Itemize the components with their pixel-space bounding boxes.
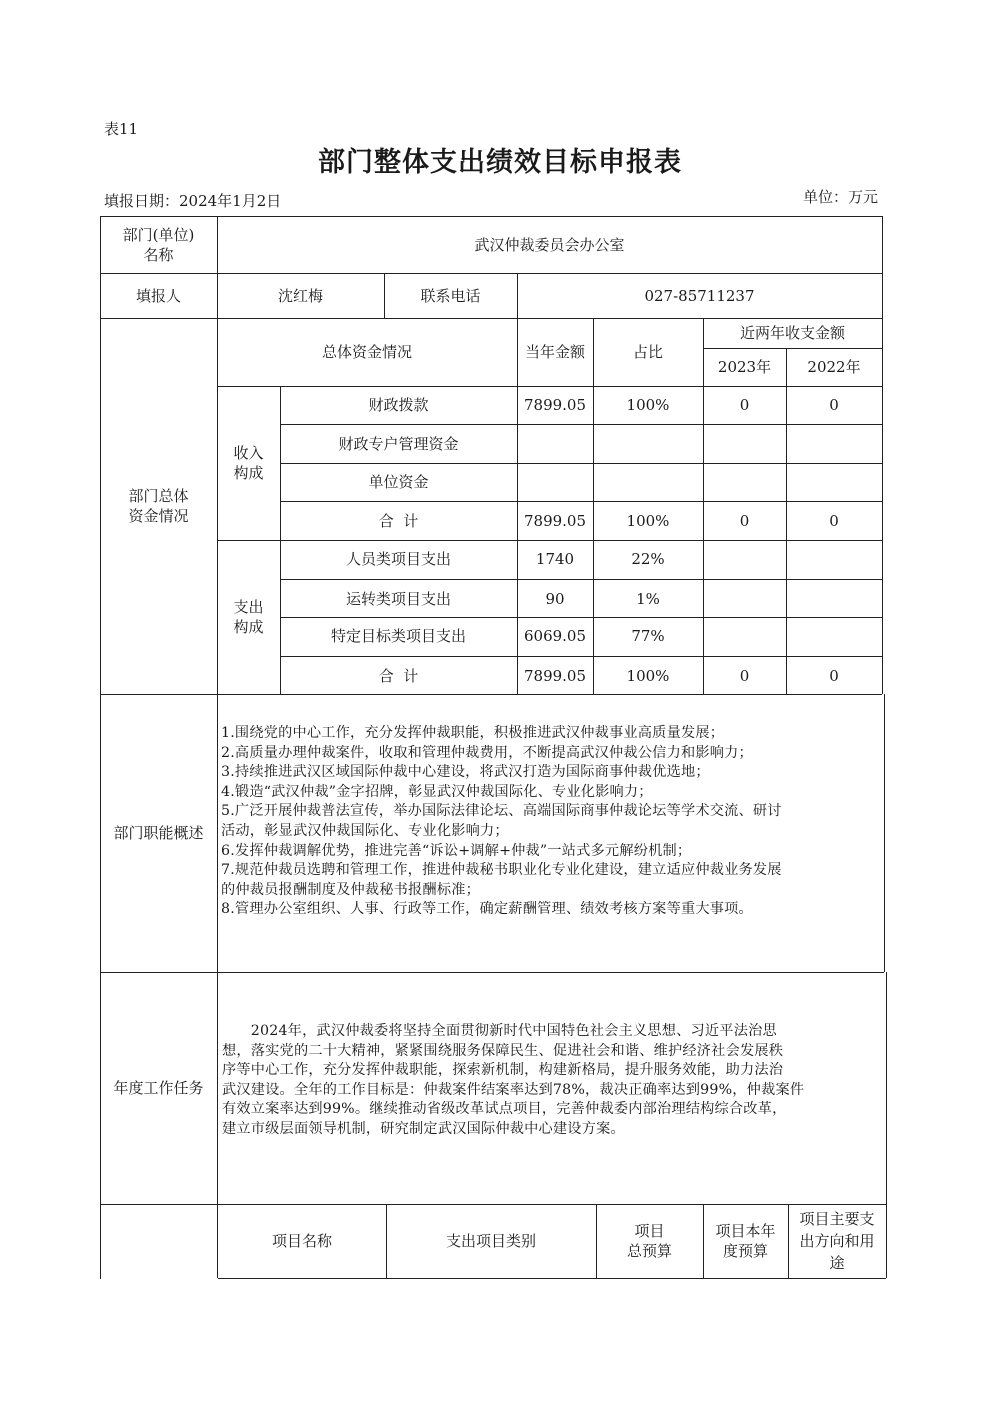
dept-name-value: 武汉仲裁委员会办公室 xyxy=(474,235,625,254)
col-header-total-budget-line: 总预算 xyxy=(626,1242,672,1260)
row-amount-2022 xyxy=(786,463,882,501)
col-header-direction-line: 途 xyxy=(829,1254,845,1272)
expense-group-label xyxy=(217,540,280,694)
annual-tasks-line: 有效立案率达到99%。继续推动省级改革试点项目，完善仲裁委内部治理结构综合改革， xyxy=(222,1101,787,1118)
annual-tasks-line: 2024年，武汉仲裁委将坚持全面贯彻新时代中国特色社会主义思想、习近平法治思 xyxy=(222,1023,777,1039)
functions-text xyxy=(221,724,881,920)
col-header-current-amount: 当年金额 xyxy=(524,343,585,361)
row-amount-2023 xyxy=(703,540,786,578)
functions-line: 6.发挥仲裁调解优势，推进完善“诉讼+调解+仲裁”一站式多元解纷机制； xyxy=(221,842,692,859)
annual-tasks-line: 想，落实党的二十大精神，紧紧围绕服务保障民生、促进社会和谐、维护经济社会发展秩 xyxy=(222,1042,784,1059)
annual-tasks-text xyxy=(222,1022,884,1140)
filler-value: 沈红梅 xyxy=(277,286,323,305)
row-amount-2023: 0 xyxy=(739,511,750,530)
row-ratio: 100% xyxy=(626,666,670,685)
annual-tasks-line: 建立市级层面领导机制，研究制定武汉国际仲裁中心建设方案。 xyxy=(222,1120,625,1137)
dept-name-label-line: 名称 xyxy=(143,245,174,264)
row-amount-2023 xyxy=(703,463,786,501)
col-header-direction-line: 项目主要支 xyxy=(799,1210,875,1228)
row-amount-2023: 0 xyxy=(739,396,750,414)
row-ratio xyxy=(593,463,703,501)
expense-group-label-line: 支出 xyxy=(233,598,264,616)
grid-line xyxy=(884,694,885,972)
annual-tasks-label: 年度工作任务 xyxy=(113,1079,204,1097)
row-ratio: 22% xyxy=(631,550,665,568)
row-current-amount: 1740 xyxy=(535,550,575,568)
row-item-name: 运转类项目支出 xyxy=(345,589,451,608)
table-code: 表11 xyxy=(104,120,139,138)
functions-line: 5.广泛开展仲裁普法宣传，举办国际法律论坛、高端国际商事仲裁论坛等学术交流、研讨 xyxy=(221,803,782,820)
fill-date: 填报日期：2024年1月2日 xyxy=(104,192,282,210)
row-ratio: 1% xyxy=(636,589,660,608)
functions-line: 2.高质量办理仲裁案件，收取和管理仲裁费用，不断提高武汉仲裁公信力和影响力； xyxy=(221,744,753,761)
funds-section-label xyxy=(100,318,217,694)
row-item-name: 单位资金 xyxy=(368,473,429,491)
annual-tasks-line: 武汉建设。全年的工作目标是：仲裁案件结案率达到78%，裁决正确率达到99%，仲裁案件 xyxy=(222,1081,805,1098)
grid-line xyxy=(218,1278,886,1279)
row-item-name: 财政专户管理资金 xyxy=(338,434,459,453)
row-ratio: 100% xyxy=(626,396,670,414)
col-header-direction-line: 出方向和用 xyxy=(799,1232,875,1250)
functions-line: 4.锻造“武汉仲裁”金字招牌，彰显武汉仲裁国际化、专业化影响力； xyxy=(221,783,653,800)
col-header-annual-budget-line: 项目本年 xyxy=(715,1222,776,1240)
col-header-project-name: 项目名称 xyxy=(271,1232,332,1250)
row-amount-2022 xyxy=(786,540,882,578)
row-item-name: 合 计 xyxy=(378,666,419,685)
row-amount-2022 xyxy=(786,617,882,655)
row-amount-2023 xyxy=(703,579,786,618)
expense-group-label-line: 构成 xyxy=(233,618,264,636)
row-current-amount: 90 xyxy=(545,589,565,608)
col-header-total-budget-line: 项目 xyxy=(634,1222,665,1240)
row-amount-2022: 0 xyxy=(829,666,839,685)
col-header-total-budget xyxy=(596,1204,703,1278)
row-ratio: 77% xyxy=(631,627,665,645)
col-header-annual-budget xyxy=(703,1204,788,1278)
row-amount-2023: 0 xyxy=(739,666,750,685)
dept-name-label-line: 部门(单位) xyxy=(122,225,195,244)
functions-line: 1.围绕党的中心工作，充分发挥仲裁职能，积极推进武汉仲裁事业高质量发展； xyxy=(221,725,725,741)
row-current-amount: 7899.05 xyxy=(523,511,587,530)
unit-label: 单位：万元 xyxy=(802,188,878,206)
row-item-name: 财政拨款 xyxy=(368,396,429,414)
row-amount-2023 xyxy=(703,424,786,463)
col-header-expense-category: 支出项目类别 xyxy=(445,1232,536,1250)
functions-label: 部门职能概述 xyxy=(113,824,204,842)
row-item-name: 人员类项目支出 xyxy=(345,550,451,568)
functions-line: 3.持续推进武汉区域国际仲裁中心建设，将武汉打造为国际商事仲裁优选地； xyxy=(221,764,710,781)
col-header-2023: 2023年 xyxy=(717,358,772,376)
functions-line: 7.规范仲裁员选聘和管理工作，推进仲裁秘书职业化专业化建设，建立适应仲裁业务发展 xyxy=(221,862,782,879)
annual-tasks-line: 序等中心工作，充分发挥仲裁职能，探索新机制，构建新格局，提升服务效能，助力法治 xyxy=(222,1062,784,1079)
row-amount-2022 xyxy=(786,424,882,463)
row-current-amount: 7899.05 xyxy=(523,396,587,414)
row-amount-2022 xyxy=(786,579,882,618)
row-amount-2022: 0 xyxy=(829,511,839,530)
row-amount-2023 xyxy=(703,617,786,655)
col-header-annual-budget-line: 度预算 xyxy=(722,1242,768,1260)
row-ratio xyxy=(593,424,703,463)
row-ratio: 100% xyxy=(626,511,670,530)
functions-line: 8.管理办公室组织、人事、行政等工作，确定薪酬管理、绩效考核方案等重大事项。 xyxy=(221,901,753,918)
row-current-amount: 7899.05 xyxy=(523,666,587,685)
funds-section-label-line: 部门总体 xyxy=(128,487,189,505)
col-header-direction xyxy=(788,1204,886,1278)
grid-line xyxy=(882,216,883,694)
row-amount-2022: 0 xyxy=(829,396,839,414)
row-current-amount xyxy=(517,463,593,501)
functions-line: 活动，彰显武汉仲裁国际化、专业化影响力； xyxy=(221,822,509,839)
row-item-name: 合 计 xyxy=(378,511,419,530)
income-group-label xyxy=(217,386,280,540)
col-header-overall: 总体资金情况 xyxy=(321,343,412,361)
col-header-recent-two-years: 近两年收支金额 xyxy=(739,324,845,342)
row-current-amount: 6069.05 xyxy=(523,627,587,645)
phone-value: 027-85711237 xyxy=(644,286,755,305)
income-group-label-line: 构成 xyxy=(233,464,264,482)
col-header-2022: 2022年 xyxy=(807,358,861,376)
row-item-name: 特定目标类项目支出 xyxy=(330,627,466,645)
phone-label: 联系电话 xyxy=(420,286,481,305)
functions-line: 的仲裁员报酬制度及仲裁秘书报酬标准； xyxy=(221,881,480,898)
filler-label: 填报人 xyxy=(135,286,181,305)
page-title: 部门整体支出绩效目标申报表 xyxy=(318,147,682,178)
income-group-label-line: 收入 xyxy=(233,444,264,462)
funds-section-label-line: 资金情况 xyxy=(128,507,189,525)
grid-line xyxy=(886,972,887,1278)
col-header-ratio: 占比 xyxy=(632,343,663,361)
dept-name-label xyxy=(100,216,217,273)
row-current-amount xyxy=(517,424,593,463)
